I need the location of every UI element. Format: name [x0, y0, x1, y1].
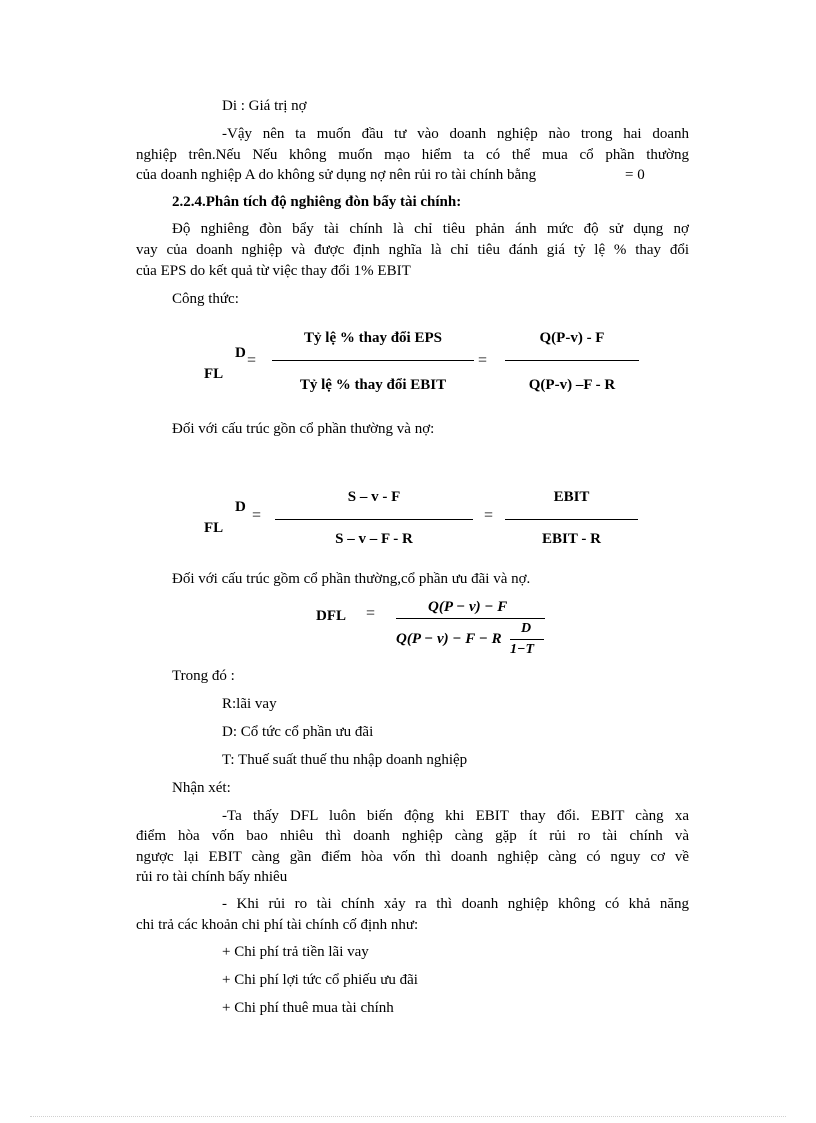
formula-2-lhs-top: D: [235, 499, 246, 515]
formula-2-equals-1: =: [252, 507, 262, 524]
remark-label: Nhận xét:: [172, 780, 231, 796]
formula-2-numerator-2: EBIT: [553, 489, 590, 505]
paragraph-2-line-2: vay của doanh nghiệp và được định nghĩa là chỉ tiêu đánh giá tỷ lệ % thay đổi: [136, 242, 689, 258]
formula-1-lhs-top: D: [235, 345, 246, 361]
formula-3-equals: =: [366, 605, 376, 622]
paragraph-2-line-1: Độ nghiêng đòn bẩy tài chính là chỉ tiêu phản ánh mức độ sử dụng nợ: [172, 221, 689, 237]
paragraph-1-line-3: của doanh nghiệp A do không sử dụng nợ nên rủi ro tài chính bằng: [136, 167, 537, 183]
formula-1-equals-2: =: [478, 352, 488, 369]
paragraph-3-line-2: điểm hòa vốn bao nhiêu thì doanh nghiệp càng gặp ít rủi ro tài chính và: [136, 828, 689, 844]
definition-di: Di : Giá trị nợ: [222, 98, 307, 114]
paragraph-3-line-4: rủi ro tài chính bấy nhiêu: [136, 869, 288, 885]
formula-2-numerator-1: S – v - F: [347, 489, 401, 505]
formula-1-fraction-bar-1: [272, 360, 474, 361]
formula-1-equals-1: =: [247, 352, 257, 369]
formula-1-denominator-1: Tỷ lệ % thay đổi EBIT: [299, 377, 447, 393]
section-heading: 2.2.4.Phân tích độ nghiêng đòn bẩy tài chính:: [172, 194, 462, 210]
page-bottom-border: [30, 1116, 786, 1117]
paragraph-1-line-2: nghiệp trên.Nếu Nếu không muốn mạo hiểm ta có thể mua cổ phần thường: [136, 147, 689, 163]
paragraph-1-equals-zero: = 0: [625, 167, 645, 183]
formula-3-denominator: Q(P − v) − F − R: [396, 631, 502, 647]
paragraph-3-line-3: ngược lại EBIT càng gần điểm hòa vốn thì doanh nghiệp càng có nguy cơ về: [136, 849, 689, 865]
formula-1-denominator-2: Q(P-v) –F - R: [528, 377, 616, 393]
formula-2-equals-2: =: [484, 507, 494, 524]
formula-2-denominator-1: S – v – F - R: [335, 531, 413, 547]
where-label: Trong đó :: [172, 668, 235, 684]
formula-3-numerator: Q(P − v) − F: [428, 599, 508, 615]
bullet-item-1: + Chi phí trả tiền lãi vay: [222, 944, 369, 960]
formula-label: Công thức:: [172, 291, 239, 307]
formula-3-inner-denominator: 1−T: [510, 642, 535, 657]
formula-1-lhs-bottom: FL: [204, 366, 224, 382]
formula-3-lhs: DFL: [316, 608, 346, 624]
formula-2-fraction-bar-1: [275, 519, 473, 520]
formula-1-fraction-bar-2: [505, 360, 639, 361]
paragraph-1-line-1: -Vậy nên ta muốn đầu tư vào doanh nghiệp nào trong hai doanh: [222, 126, 689, 142]
structure-2-label: Đối với cấu trúc gồm cổ phần thường,cổ phần ưu đãi và nợ.: [172, 571, 531, 587]
paragraph-4-line-1: - Khi rủi ro tài chính xảy ra thì doanh nghiệp không có khả năng: [222, 896, 689, 912]
definition-t: T: Thuế suất thuế thu nhập doanh nghiệp: [222, 752, 468, 768]
definition-r: R:lãi vay: [222, 696, 277, 712]
formula-1-numerator-2: Q(P-v) - F: [539, 330, 605, 346]
paragraph-2-line-3: của EPS do kết quả từ việc thay đổi 1% EBIT: [136, 263, 411, 279]
formula-2-lhs-bottom: FL: [204, 520, 224, 536]
bullet-item-2: + Chi phí lợi tức cổ phiếu ưu đãi: [222, 972, 418, 988]
paragraph-3-line-1: -Ta thấy DFL luôn biến động khi EBIT thay đổi. EBIT càng xa: [222, 808, 689, 824]
formula-1-numerator-1: Tỷ lệ % thay đổi EPS: [304, 330, 442, 346]
structure-1-label: Đối với cấu trúc gồn cổ phần thường và nợ:: [172, 421, 435, 437]
formula-2-denominator-2: EBIT - R: [542, 531, 601, 547]
definition-d: D: Cổ tức cổ phần ưu đãi: [222, 724, 374, 740]
formula-3-inner-numerator: D: [521, 621, 532, 636]
bullet-item-3: + Chi phí thuê mua tài chính: [222, 1000, 394, 1016]
paragraph-4-line-2: chi trả các khoản chi phí tài chính cố định như:: [136, 917, 419, 933]
formula-2-fraction-bar-2: [505, 519, 638, 520]
